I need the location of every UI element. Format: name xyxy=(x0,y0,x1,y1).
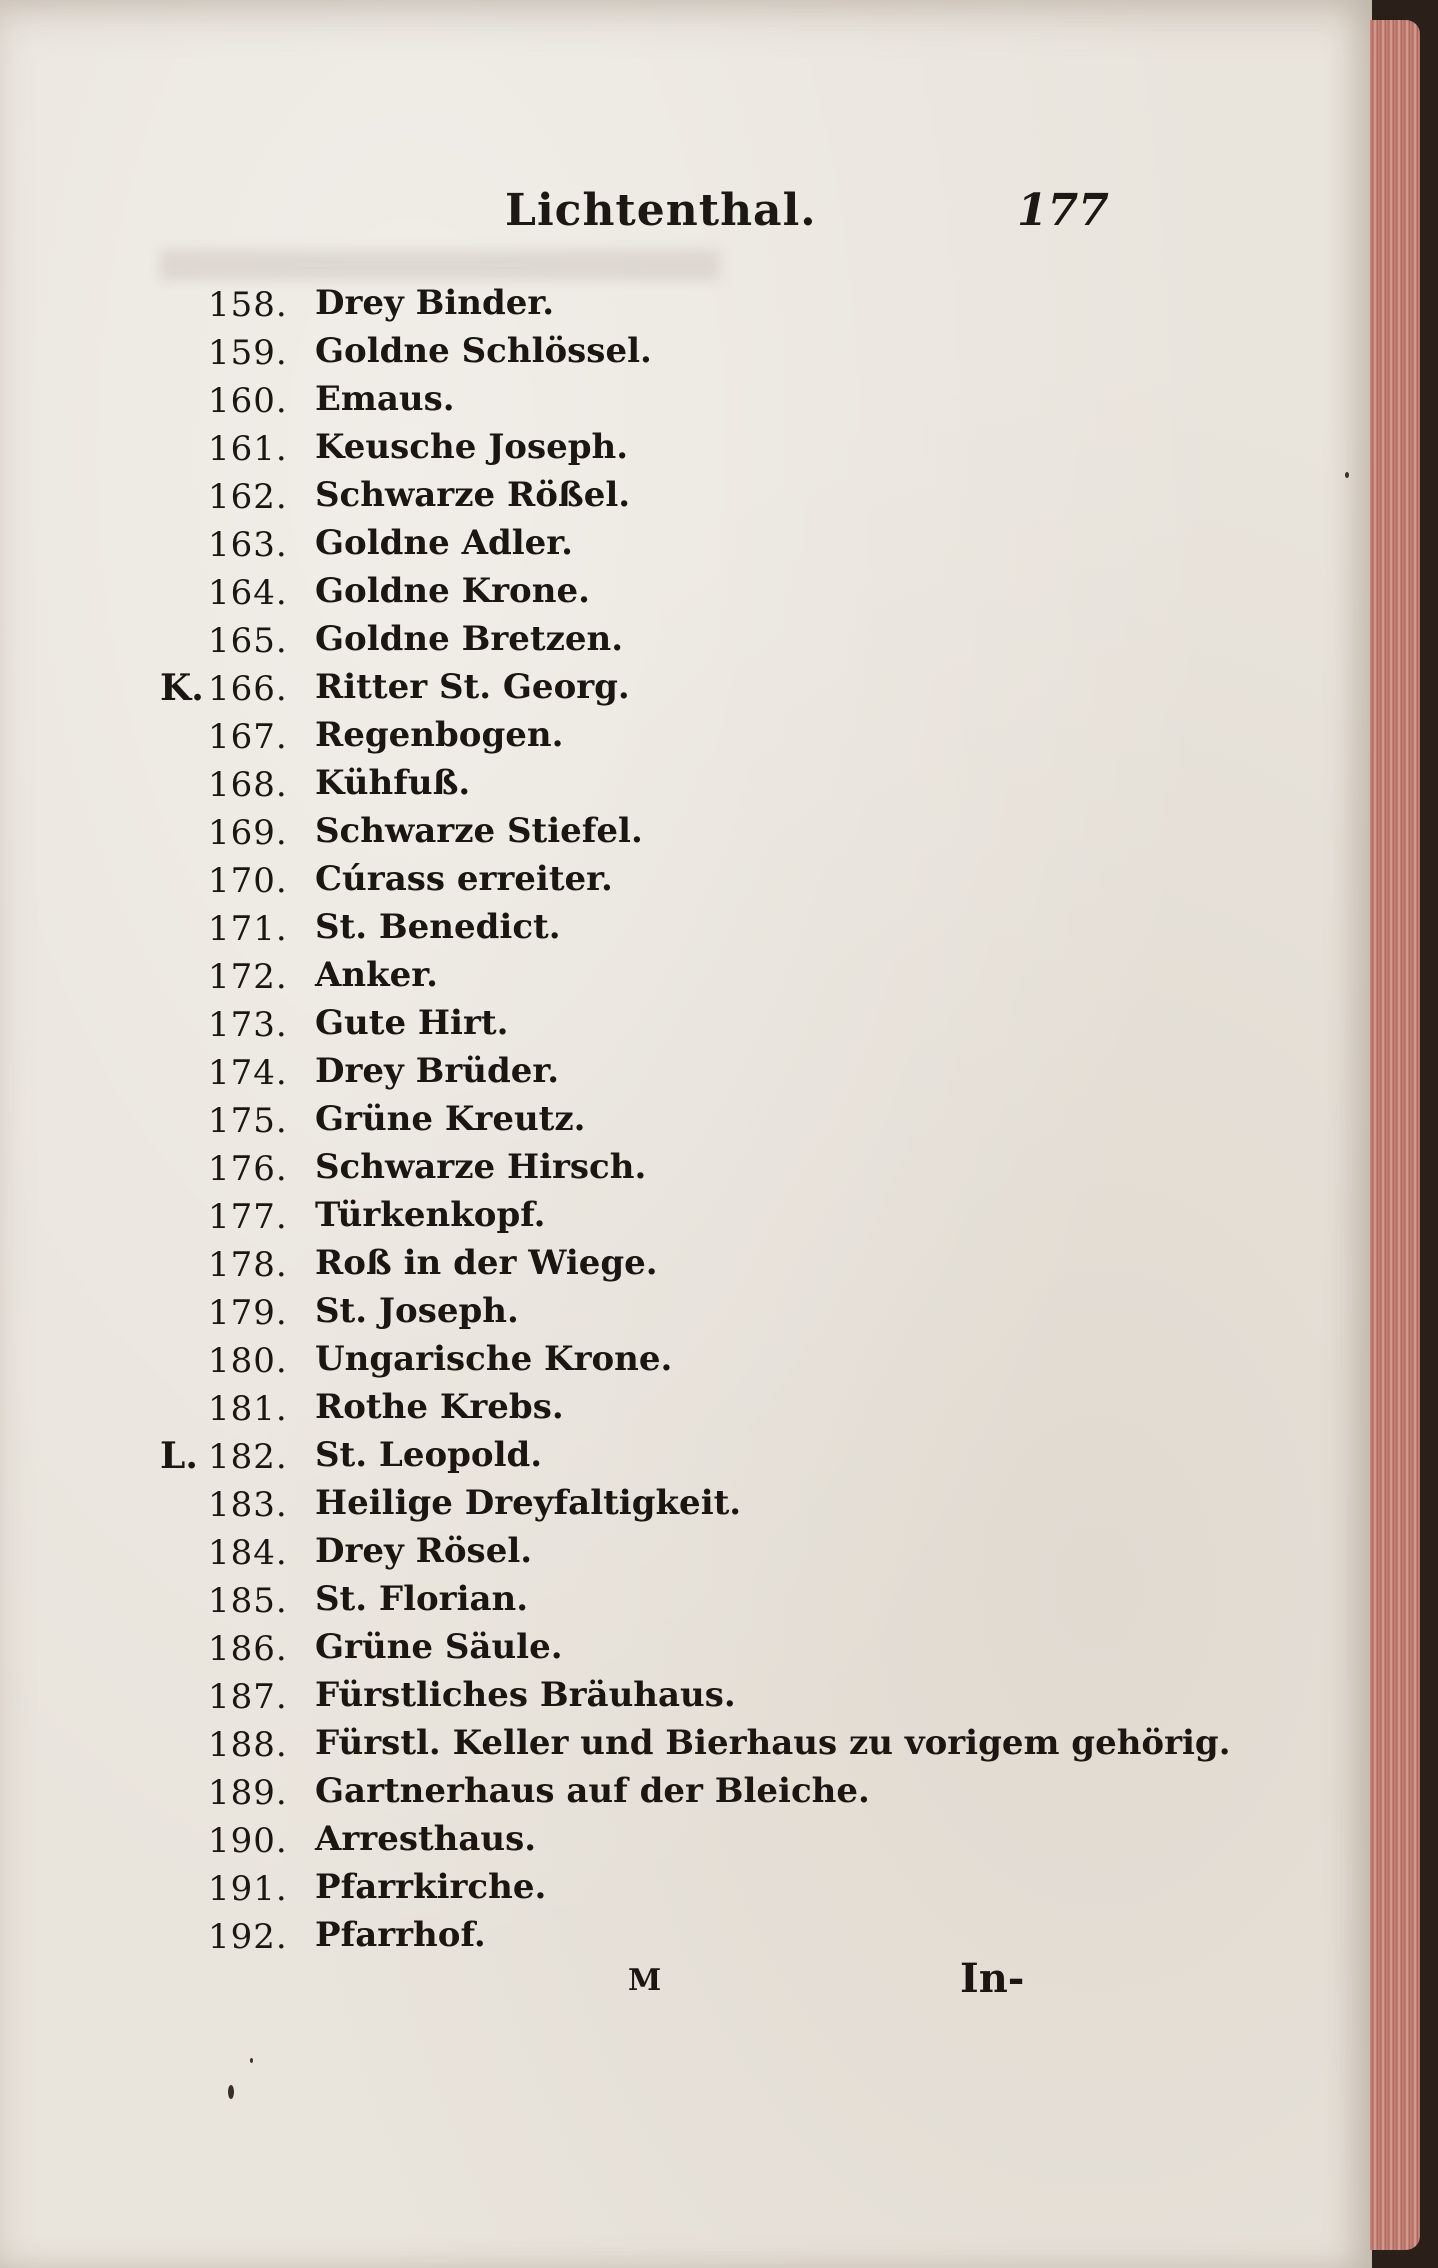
list-item xyxy=(0,1483,1372,1531)
house-name: Drey Binder. xyxy=(315,283,555,323)
house-number: 188. xyxy=(208,1725,288,1765)
list-item xyxy=(0,523,1372,571)
house-number: 175. xyxy=(208,1101,288,1141)
house-number: 183. xyxy=(208,1485,288,1525)
house-number: 179. xyxy=(208,1293,288,1333)
list-item xyxy=(0,1627,1372,1675)
house-number: 191. xyxy=(208,1869,288,1909)
house-name: Gartnerhaus auf der Bleiche. xyxy=(315,1771,870,1811)
house-number: 180. xyxy=(208,1341,288,1381)
house-name: Kühfuß. xyxy=(315,763,471,803)
list-item xyxy=(0,1675,1372,1723)
house-number: 185. xyxy=(208,1581,288,1621)
house-number: 158. xyxy=(208,285,288,325)
house-number: 168. xyxy=(208,765,288,805)
list-item xyxy=(0,1531,1372,1579)
house-name: St. Florian. xyxy=(315,1579,529,1619)
house-name: St. Leopold. xyxy=(315,1435,543,1475)
house-number: 189. xyxy=(208,1773,288,1813)
ink-speck xyxy=(228,2085,234,2099)
house-number: 186. xyxy=(208,1629,288,1669)
list-item xyxy=(0,1819,1372,1867)
house-number: 182. xyxy=(208,1437,288,1477)
list-item xyxy=(0,283,1372,331)
list-item xyxy=(0,1435,1372,1483)
house-name: Goldne Krone. xyxy=(315,571,590,611)
list-item xyxy=(0,427,1372,475)
house-number: 176. xyxy=(208,1149,288,1189)
running-head xyxy=(0,185,1372,255)
house-number: 161. xyxy=(208,429,288,469)
section-letter: K. xyxy=(160,667,204,709)
page-title: Lichtenthal. xyxy=(505,185,817,236)
house-number: 173. xyxy=(208,1005,288,1045)
ink-speck xyxy=(1345,472,1349,478)
catchword: In- xyxy=(960,1955,1025,2002)
house-name: Ungarische Krone. xyxy=(315,1339,673,1379)
page-footer xyxy=(0,1955,1372,2015)
list-item xyxy=(0,763,1372,811)
list-item xyxy=(0,811,1372,859)
house-name: Goldne Bretzen. xyxy=(315,619,624,659)
house-number: 177. xyxy=(208,1197,288,1237)
list-item xyxy=(0,667,1372,715)
house-name: Schwarze Rößel. xyxy=(315,475,631,515)
list-item xyxy=(0,1339,1372,1387)
house-number: 190. xyxy=(208,1821,288,1861)
house-number: 166. xyxy=(208,669,288,709)
list-item xyxy=(0,475,1372,523)
house-number: 160. xyxy=(208,381,288,421)
house-number: 184. xyxy=(208,1533,288,1573)
house-number: 159. xyxy=(208,333,288,373)
list-item xyxy=(0,379,1372,427)
house-list xyxy=(0,283,1372,1963)
signature-mark: M xyxy=(628,1963,662,1998)
list-item xyxy=(0,331,1372,379)
list-item xyxy=(0,1579,1372,1627)
house-name: Gute Hirt. xyxy=(315,1003,509,1043)
house-name: Rothe Krebs. xyxy=(315,1387,564,1427)
house-name: Fürstliches Bräuhaus. xyxy=(315,1675,736,1715)
house-name: Ritter St. Georg. xyxy=(315,667,630,707)
section-letter: L. xyxy=(160,1435,198,1477)
house-number: 192. xyxy=(208,1917,288,1957)
page-edge xyxy=(1370,20,1420,2250)
house-number: 162. xyxy=(208,477,288,517)
house-name: Schwarze Hirsch. xyxy=(315,1147,647,1187)
list-item xyxy=(0,1051,1372,1099)
list-item xyxy=(0,571,1372,619)
house-name: Heilige Dreyfaltigkeit. xyxy=(315,1483,742,1523)
house-name: Anker. xyxy=(315,955,438,995)
list-item xyxy=(0,1099,1372,1147)
house-name: Schwarze Stiefel. xyxy=(315,811,643,851)
house-name: Arresthaus. xyxy=(315,1819,537,1859)
house-name: Türkenkopf. xyxy=(315,1195,546,1235)
house-name: Drey Rösel. xyxy=(315,1531,533,1571)
house-name: St. Benedict. xyxy=(315,907,561,947)
house-number: 181. xyxy=(208,1389,288,1429)
house-name: Grüne Säule. xyxy=(315,1627,563,1667)
house-name: Drey Brüder. xyxy=(315,1051,560,1091)
house-number: 164. xyxy=(208,573,288,613)
list-item xyxy=(0,1003,1372,1051)
house-number: 167. xyxy=(208,717,288,757)
list-item xyxy=(0,955,1372,1003)
house-number: 187. xyxy=(208,1677,288,1717)
house-number: 163. xyxy=(208,525,288,565)
house-name: Regenbogen. xyxy=(315,715,564,755)
list-item xyxy=(0,715,1372,763)
list-item xyxy=(0,1243,1372,1291)
list-item xyxy=(0,1291,1372,1339)
house-number: 171. xyxy=(208,909,288,949)
house-name: Pfarrkirche. xyxy=(315,1867,547,1907)
list-item xyxy=(0,1723,1372,1771)
list-item xyxy=(0,1147,1372,1195)
house-name: Pfarrhof. xyxy=(315,1915,486,1955)
list-item xyxy=(0,1771,1372,1819)
list-item xyxy=(0,1195,1372,1243)
house-name: St. Joseph. xyxy=(315,1291,519,1331)
house-name: Cúrass erreiter. xyxy=(315,859,613,899)
house-name: Keusche Joseph. xyxy=(315,427,629,467)
list-item xyxy=(0,907,1372,955)
house-name: Fürstl. Keller und Bierhaus zu vorigem gehörig. xyxy=(315,1723,1231,1763)
house-number: 169. xyxy=(208,813,288,853)
ink-speck xyxy=(250,2058,253,2063)
house-number: 172. xyxy=(208,957,288,997)
list-item xyxy=(0,859,1372,907)
house-name: Goldne Adler. xyxy=(315,523,573,563)
list-item xyxy=(0,1867,1372,1915)
house-number: 178. xyxy=(208,1245,288,1285)
house-name: Roß in der Wiege. xyxy=(315,1243,658,1283)
list-item xyxy=(0,619,1372,667)
list-item xyxy=(0,1387,1372,1435)
house-number: 174. xyxy=(208,1053,288,1093)
house-number: 165. xyxy=(208,621,288,661)
house-name: Goldne Schlössel. xyxy=(315,331,652,371)
house-number: 170. xyxy=(208,861,288,901)
house-name: Emaus. xyxy=(315,379,455,419)
house-name: Grüne Kreutz. xyxy=(315,1099,586,1139)
page-number: 177 xyxy=(1017,185,1109,236)
